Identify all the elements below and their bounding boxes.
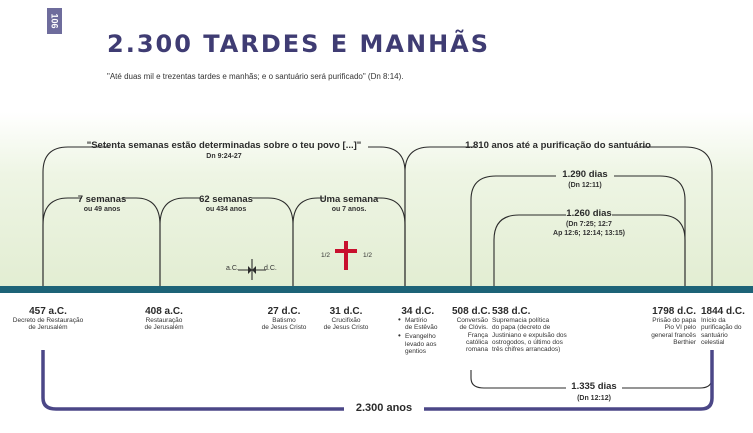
event-date: 538 d.C.	[492, 306, 531, 317]
event-desc-line: de Jerusalém	[144, 324, 184, 332]
event-desc-line: santuário	[701, 331, 728, 339]
event-desc-line: França	[467, 331, 488, 339]
event-desc-line: Crucifixão	[331, 317, 361, 325]
bullet-item: • Evangelho levado aos gentios	[398, 333, 438, 354]
event-desc-line: Conversão	[456, 317, 488, 325]
event-desc-line: de Clóvis.	[459, 324, 488, 332]
days-1260-title: 1.260 dias	[566, 208, 612, 219]
seventy-weeks-ref: Dn 9:24-27	[206, 153, 242, 160]
event-desc-line: de Jerusalém	[28, 324, 68, 332]
event-desc-line: Restauração	[145, 317, 183, 325]
event-508ad	[452, 306, 491, 354]
event-date: 1798 d.C.	[652, 306, 696, 317]
event-desc-line: de Jesus Cristo	[323, 324, 369, 332]
subtitle-quote: "Até duas mil e trezentas tardes e manhãs; e o santuário será purificado" (Dn 8:14).	[107, 72, 404, 81]
event-desc-line: Início da	[701, 317, 726, 325]
event-desc-line: Batismo	[272, 317, 296, 325]
event-457bc	[13, 306, 83, 332]
event-desc-line: Pio VI pelo	[664, 324, 696, 332]
page-title: 2.300 TARDES E MANHÃS	[107, 30, 491, 58]
era-ad-label: d.C.	[264, 265, 277, 272]
event-desc-line: Justiniano e expulsão dos	[492, 331, 567, 339]
event-date: 31 d.C.	[329, 306, 363, 317]
event-date: 457 a.C.	[29, 306, 67, 317]
event-27ad	[262, 306, 307, 332]
cross-icon	[335, 241, 357, 270]
years-2300-title: 2.300 anos	[355, 402, 413, 414]
event-date: 408 a.C.	[145, 306, 183, 317]
event-bullets	[398, 317, 438, 355]
era-bc-label: a.C.	[226, 265, 239, 272]
days-1290-ref: (Dn 12:11)	[568, 182, 602, 189]
event-31ad	[324, 306, 369, 332]
days-1260-ref1: (Dn 7:25; 12:7	[566, 221, 612, 228]
days-1335-ref: (Dn 12:12)	[577, 395, 611, 402]
seventy-weeks-title: "Setenta semanas estão determinadas sobre o teu povo [...]"	[86, 140, 362, 151]
event-desc-line: celestial	[701, 338, 725, 346]
event-date: 34 d.C.	[401, 306, 435, 317]
event-desc-line: Decreto de Restauração	[12, 317, 84, 325]
half-right-label: 1/2	[363, 252, 373, 259]
event-desc-line: purificação do	[701, 324, 742, 332]
half-left-label: 1/2	[321, 252, 331, 259]
event-desc-line: do papa (decreto de	[492, 324, 551, 332]
event-538ad	[492, 306, 567, 354]
event-34ad	[398, 306, 438, 355]
one-week-title: Uma semana	[319, 194, 379, 205]
event-408bc	[144, 306, 183, 332]
one-week-sub: ou 7 anos.	[331, 206, 367, 213]
page-number: 106	[49, 13, 60, 29]
event-desc-line: de Jesus Cristo	[261, 324, 307, 332]
event-desc-line: ostrogodos, o último dos	[492, 338, 563, 346]
event-desc-line: romana	[465, 346, 488, 354]
bracket-2300-years	[43, 350, 712, 409]
bracket-seventy-weeks	[43, 147, 405, 288]
days-1335-title: 1.335 dias	[571, 381, 617, 392]
sixtytwo-weeks-sub: ou 434 anos	[205, 206, 247, 213]
timeline-bar	[0, 286, 753, 293]
seven-weeks-sub: ou 49 anos	[83, 206, 121, 213]
event-desc-line: Berthier	[673, 338, 696, 346]
bullet-item: • Martírio de Estêvão	[398, 317, 438, 331]
years-1810-title: 1.810 anos até a purificação do santuário	[465, 140, 651, 151]
event-desc-line: general francês	[651, 331, 696, 339]
event-date: 508 d.C.	[452, 306, 491, 317]
event-date: 27 d.C.	[267, 306, 301, 317]
days-1260-ref2: Ap 12:6; 12:14; 13:15)	[553, 230, 625, 237]
event-desc-line: Supremacia política	[492, 317, 550, 325]
event-1844ad	[701, 306, 745, 346]
days-1290-title: 1.290 dias	[562, 169, 608, 180]
sixtytwo-weeks-title: 62 semanas	[199, 194, 253, 205]
event-desc-line: Prisão do papa	[652, 317, 696, 325]
event-date: 1844 d.C.	[701, 306, 745, 317]
event-desc-line: católica	[465, 338, 488, 346]
bracket-1810-years	[405, 147, 712, 288]
event-1798ad	[640, 306, 696, 346]
event-desc-line: três chifres arrancados)	[492, 346, 561, 354]
seven-weeks-title: 7 semanas	[77, 194, 127, 205]
